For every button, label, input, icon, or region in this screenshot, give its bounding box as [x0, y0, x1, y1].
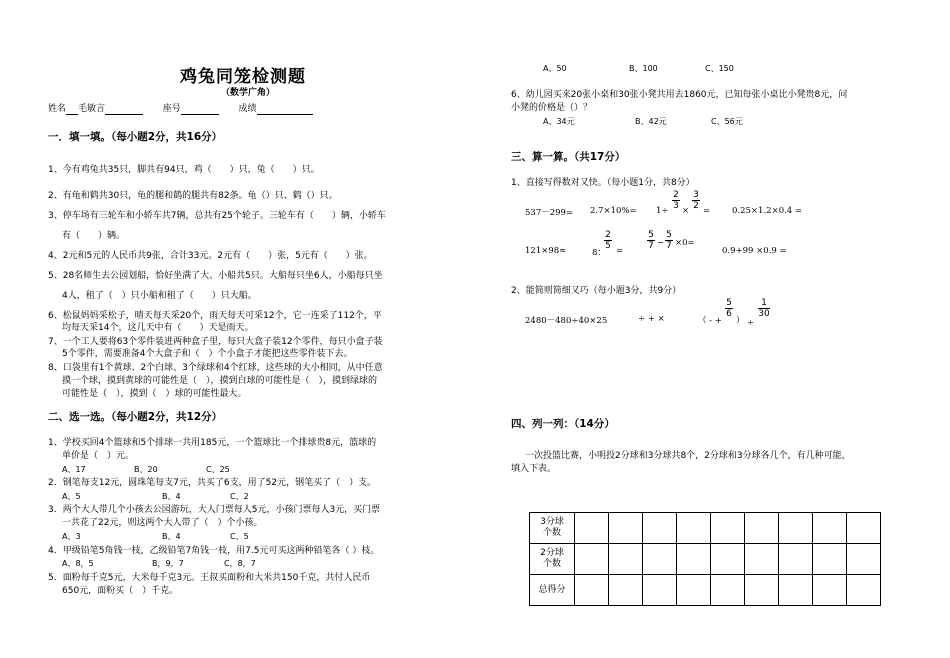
table-row — [530, 575, 881, 606]
table-cell[interactable] — [575, 513, 609, 544]
s4-text-line2: 填入下表。 — [511, 464, 557, 474]
calc-2: 2.7×10%= — [590, 206, 637, 216]
s2-q2-option-a[interactable]: A、5 — [62, 492, 81, 501]
table-row — [530, 544, 881, 575]
table-cell[interactable] — [711, 544, 745, 575]
s2-question-1-line2: 单价是（ ）元。 — [62, 451, 135, 461]
expr-1: 2480－480÷40×25 — [525, 316, 608, 326]
s2-q6-option-c[interactable]: C、56元 — [711, 117, 743, 126]
fraction-3-2: 3 2 — [693, 190, 699, 211]
s2-question-3-line1: 3．两个大人带几个小孩去公园游玩，大人门票每人5元，小孩门票每人3元，买门票 — [48, 505, 381, 515]
calc-6-equals: = — [616, 246, 624, 256]
table-cell[interactable] — [779, 575, 813, 606]
expr-3-close: ） — [736, 316, 745, 326]
expr-2: ÷ + × — [638, 314, 665, 324]
s2-q4-option-a[interactable]: A、8，5 — [62, 559, 94, 568]
table-cell[interactable] — [847, 513, 881, 544]
s2-q6-option-a[interactable]: A、34元 — [543, 117, 575, 126]
s1-question-8-line2: 摸一个球，摸到黄球的可能性是（ ），摸到白球的可能性是（ ），摸到绿球的 — [62, 376, 378, 386]
s1-question-3-line1: 3、停车场有三轮车和小轿车共7辆，总共有25个轮子。三轮车有（ ）辆，小轿车 — [48, 211, 386, 221]
s2-question-5-line1: 5．面粉每千克5元，大米每千克3元。王叔买面粉和大米共150千克，共付人民币 — [48, 573, 371, 583]
expr-3-divide: ÷ — [747, 318, 755, 328]
score-line[interactable] — [257, 105, 313, 115]
calc-4: 0.25×1.2×0.4 = — [732, 206, 803, 216]
name-line[interactable] — [105, 105, 143, 115]
table-cell[interactable] — [677, 575, 711, 606]
s1-question-5-line2: 4人，租了（ ）只小船和租了（ ）只大船。 — [62, 291, 257, 301]
fraction-5-7-a: 5 7 — [648, 230, 654, 251]
s1-question-2: 2、有龟和鹤共30只，龟的腿和鹤的腿共有82条。龟（）只、鹤（）只。 — [48, 191, 338, 201]
calc-7-tail: ×0= — [675, 238, 695, 248]
s2-q2-options — [62, 491, 249, 503]
calc-3-prefix: 1÷ — [656, 206, 669, 216]
table-cell[interactable] — [779, 544, 813, 575]
table-cell[interactable] — [711, 575, 745, 606]
row-label-3pt: 3分球 个数 — [530, 513, 575, 544]
student-info-row — [48, 103, 313, 115]
table-cell[interactable] — [575, 575, 609, 606]
table-row — [530, 513, 881, 544]
s2-q3-options — [62, 531, 249, 543]
calc-6-prefix: 8： — [592, 248, 606, 258]
name-label: 姓名 — [48, 104, 67, 114]
table-cell[interactable] — [575, 544, 609, 575]
fraction-2-5: 2 5 — [605, 230, 611, 251]
s1-question-3-line2: 有（ ）辆。 — [62, 231, 126, 241]
table-cell[interactable] — [745, 575, 779, 606]
s2-q4-option-b[interactable]: B，9，7 — [152, 559, 184, 568]
s1-question-6-line1: 6、松鼠妈妈采松子，晴天每天采20个，雨天每天可采12个，它一连采了112个，平 — [48, 311, 382, 321]
calc-3-equals: = — [703, 206, 711, 216]
s2-q1-option-a[interactable]: A、17 — [62, 465, 86, 474]
s2-q5-option-a[interactable]: A、50 — [543, 64, 567, 73]
s2-q5-options — [543, 63, 734, 75]
s2-q3-option-b[interactable]: B、4 — [162, 532, 181, 541]
table-cell[interactable] — [745, 513, 779, 544]
table-cell[interactable] — [609, 513, 643, 544]
s1-question-5-line1: 5、28名师生去公园划船，恰好坐满了大、小船共5只。大船每只坐6人，小船每只坐 — [48, 271, 383, 281]
s1-question-6-line2: 均每天采14个，这几天中有（ ）天是雨天。 — [62, 323, 254, 333]
table-cell[interactable] — [643, 575, 677, 606]
calc-1: 537－299= — [525, 208, 574, 218]
s1-question-4: 4、2元和5元的人民币共9张，合计33元。2元有（ ）张，5元有（ ）张。 — [48, 251, 373, 261]
expr-3-open: （ - + — [698, 316, 722, 326]
table-cell[interactable] — [847, 575, 881, 606]
s1-question-8-line1: 8、口袋里有1个黄球、2个白球、3个绿球和4个红球，这些球的大小相同，从中任意 — [48, 363, 383, 373]
s2-q1-option-c[interactable]: C、25 — [206, 465, 230, 474]
s4-text-line1: 一次投篮比赛，小明投2分球和3分球共8个，2分球和3分球各几个，有几种可能， — [525, 451, 851, 461]
table-cell[interactable] — [609, 575, 643, 606]
s2-question-4: 4．甲级铅笔5角钱一枝，乙级铅笔7角钱一枝，用7.5元可买这两种铅笔各（ ）枝。 — [48, 546, 380, 556]
calc-3-times: × — [682, 206, 690, 216]
seat-label: 座号 — [162, 104, 181, 114]
s3-sub-2: 2、能简则简细又巧（每小题3分，共9分） — [511, 286, 682, 296]
s2-q5-option-b[interactable]: B、100 — [629, 64, 658, 73]
s2-q5-option-c[interactable]: C、150 — [705, 64, 734, 73]
s2-q3-option-c[interactable]: C、5 — [230, 532, 249, 541]
s2-question-1-line1: 1、学校买回4个篮球和5个排球一共用185元，一个篮球比一个排球贵8元，篮球的 — [48, 438, 377, 448]
s2-q2-option-b[interactable]: B、4 — [162, 492, 181, 501]
table-cell[interactable] — [813, 575, 847, 606]
s2-question-5-line2: 650元，面粉买（ ）千克。 — [62, 586, 179, 596]
row-label-2pt: 2分球 个数 — [530, 544, 575, 575]
seat-line[interactable] — [181, 105, 219, 115]
s1-question-7-line1: 7、一个工人要将63个零件装进两种盒子里，每只大盒子装12个零件，每只小盒子装 — [48, 337, 383, 347]
page-subtitle: （数学广角） — [221, 88, 276, 98]
table-cell[interactable] — [779, 513, 813, 544]
calc-7-minus: − — [657, 238, 665, 248]
s2-q1-options — [62, 464, 230, 476]
name-value: 毛敏言 — [78, 104, 106, 114]
s2-q4-option-c[interactable]: C，8，7 — [224, 559, 256, 568]
fraction-5-7-b: 5 7 — [666, 230, 672, 251]
table-cell[interactable] — [677, 544, 711, 575]
s2-q3-option-a[interactable]: A、3 — [62, 532, 81, 541]
table-cell[interactable] — [711, 513, 745, 544]
s2-q4-options — [62, 558, 256, 570]
s2-q6-options — [543, 116, 743, 128]
table-cell[interactable] — [643, 513, 677, 544]
s2-question-2: 2．钢笔每支12元，圆珠笔每支7元，共买了6支，用了52元，钢笔买了（ ）支。 — [48, 478, 377, 488]
section-1-heading: 一．填一填。（每小题2分，共16分） — [48, 131, 223, 143]
fraction-1-30: 1 30 — [758, 298, 770, 319]
section-2-heading: 二、选一选。（每小题2分，共12分） — [48, 411, 223, 423]
score-label: 成绩 — [238, 104, 257, 114]
s2-q6-option-b[interactable]: B、42元 — [635, 117, 667, 126]
table-cell[interactable] — [643, 544, 677, 575]
section-4-heading: 四、列一列：（14分） — [511, 418, 615, 430]
table-cell[interactable] — [677, 513, 711, 544]
table-cell[interactable] — [847, 544, 881, 575]
s2-question-3-line2: 一共花了22元，则这两个大人带了（ ）个小孩。 — [62, 518, 263, 528]
s2-q1-option-b[interactable]: B、20 — [134, 465, 158, 474]
s1-question-1: 1、今有鸡兔共35只，脚共有94只，鸡（ ）只，兔（ ）只。 — [48, 165, 320, 175]
s2-q2-option-c[interactable]: C、2 — [230, 492, 249, 501]
row-label-total: 总得分 — [530, 575, 575, 606]
s2-question-6-line1: 6、幼儿园买来20张小桌和30张小凳共用去1860元，已知每张小桌比小凳贵8元，问 — [511, 90, 848, 100]
s3-sub-1: 1、直接写得数对又快。（每小题1分，共8分） — [511, 178, 695, 188]
table-cell[interactable] — [813, 544, 847, 575]
fraction-5-6: 5 6 — [726, 298, 732, 319]
calc-5: 121×98≈ — [525, 246, 567, 256]
answer-table — [529, 512, 881, 606]
page-title: 鸡兔同笼检测题 — [180, 67, 306, 87]
table-cell[interactable] — [609, 544, 643, 575]
calc-8: 0.9+99 ×0.9 = — [722, 246, 787, 256]
fraction-2-3: 2 3 — [673, 190, 679, 211]
s1-question-8-line3: 可能性是（ ），摸到（ ）球的可能性最大。 — [62, 389, 247, 399]
table-cell[interactable] — [813, 513, 847, 544]
s1-question-7-line2: 5个零件，需要准备4个大盒子和（ ）个小盒子才能把这些零件装下去。 — [62, 349, 353, 359]
section-3-heading: 三、算一算。（共17分） — [511, 151, 626, 163]
table-cell[interactable] — [745, 544, 779, 575]
name-line-lead — [66, 105, 78, 115]
s2-question-6-line2: 小凳的价格是（）？ — [511, 103, 593, 113]
